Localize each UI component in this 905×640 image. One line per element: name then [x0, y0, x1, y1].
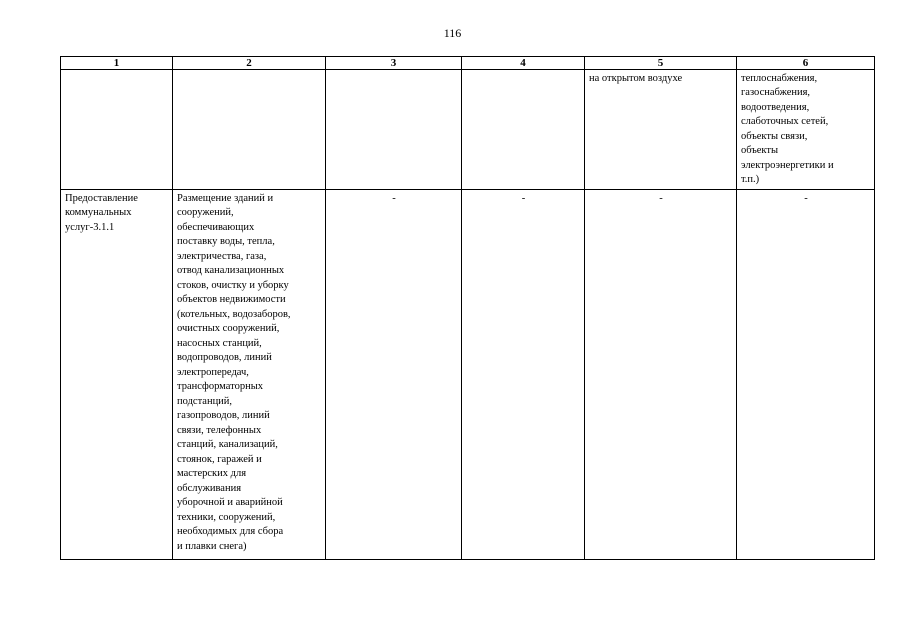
table-cell: - — [585, 189, 737, 559]
table-header-row — [61, 57, 875, 70]
table-row — [61, 70, 875, 190]
table-cell: Размещение зданий и сооружений, обеспечивающих поставку воды, тепла, электричества, газа, отвод канализационных стоков, очистку и уборку объектов недвижимости (котельных, водозаборов, очистных сооружений, насосных станций, водопроводов, линий электропередач, трансформаторных подстанций, газопроводов, линий связи, телефонных станций, канализаций, стоянок, гаражей и мастерских для обслуживания уборочной и аварийной техники, сооружений, необходимых для сбора и плавки снега) — [173, 189, 326, 559]
table-cell: - — [326, 189, 462, 559]
table-cell — [326, 70, 462, 190]
table-cell: на открытом воздухе — [585, 70, 737, 190]
table-cell: - — [737, 189, 875, 559]
column-header-4: 4 — [462, 57, 585, 70]
column-header-6: 6 — [737, 57, 875, 70]
table-cell — [462, 70, 585, 190]
page-number: 116 — [443, 26, 462, 40]
table-row — [61, 189, 875, 559]
column-header-2: 2 — [173, 57, 326, 70]
column-header-3: 3 — [326, 57, 462, 70]
table-cell — [61, 70, 173, 190]
document-table — [60, 56, 875, 560]
column-header-1: 1 — [61, 57, 173, 70]
table-cell — [173, 70, 326, 190]
table-cell: Предоставление коммунальных услуг-3.1.1 — [61, 189, 173, 559]
table-cell: - — [462, 189, 585, 559]
table-cell: теплоснабжения, газоснабжения, водоотведения, слаботочных сетей, объекты связи, объекты электроэнергетики и т.п.) — [737, 70, 875, 190]
column-header-5: 5 — [585, 57, 737, 70]
